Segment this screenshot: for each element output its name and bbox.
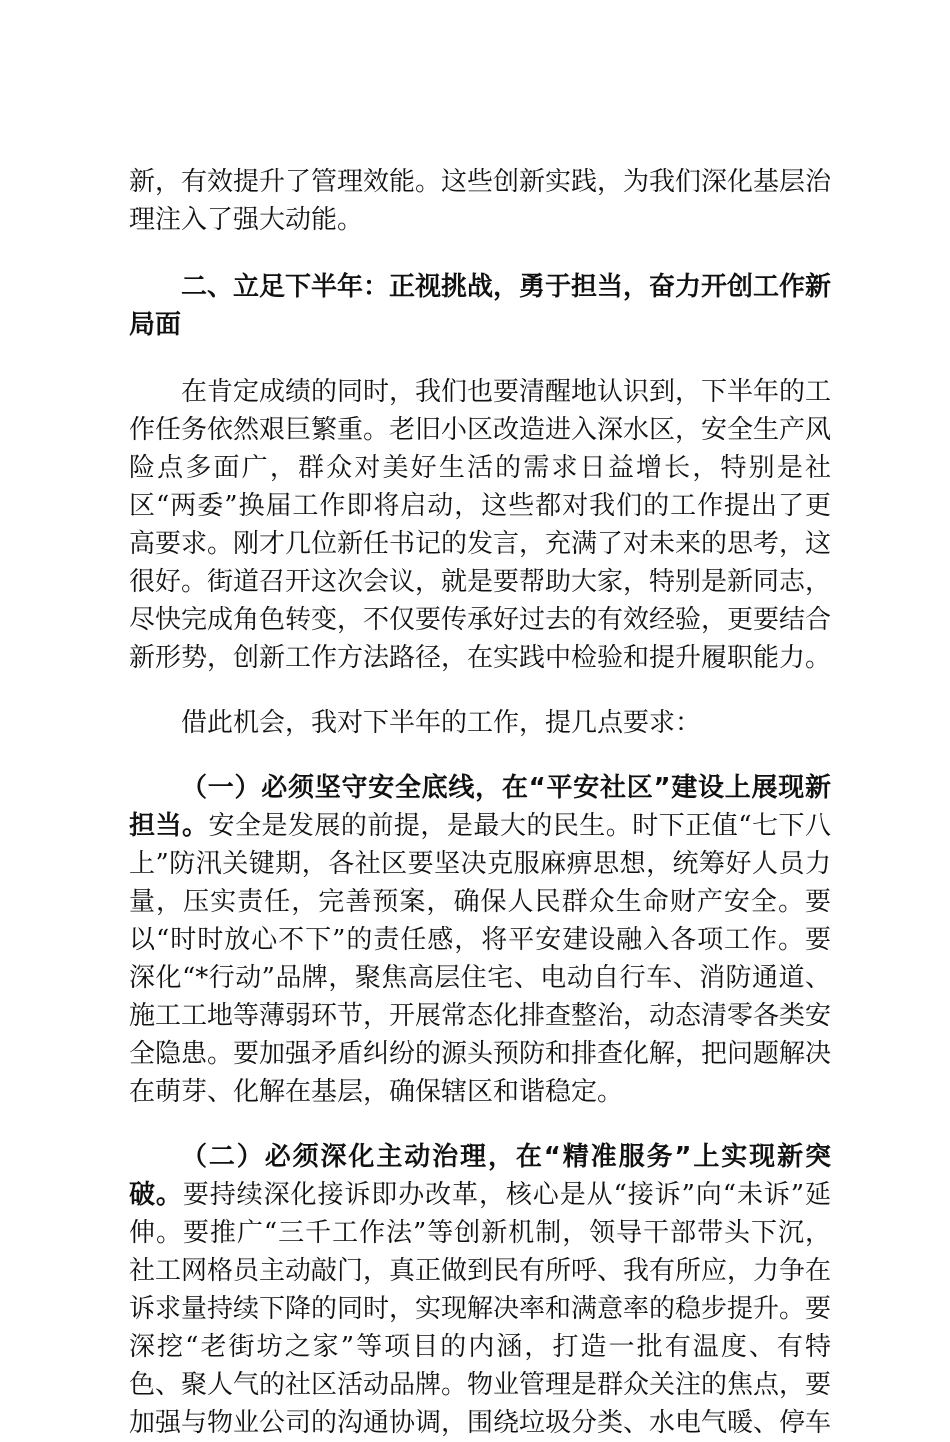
paragraph-intro: 在肯定成绩的同时，我们也要清醒地认识到，下半年的工作任务依然艰巨繁重。老旧小区改造进入深水区，安全生产风险点多面广，群众对美好生活的需求日益增长，特别是社区“两委”换届工作即将启动，这些都对我们的工作提出了更高要求。刚才几位新任书记的发言，充满了对未来的思考，这很好。街道召开这次会议，就是要帮助大家，特别是新同志，尽快完成角色转变，不仅要传承好过去的有效经验，更要结合新形势，创新工作方法路径，在实践中检验和提升履职能力。 — [129, 377, 832, 673]
section-heading: 二、立足下半年：正视挑战，勇于担当，奋力开创工作新局面 — [129, 272, 832, 340]
item-1-body: 安全是发展的前提，是最大的民生。时下正值“七下八上”防汛关键期，各社区要坚决克服麻痹思想，统筹好人员力量，压实责任，完善预案，确保人民群众生命财产安全。要以“时时放心不下”的责任感，将平安建设融入各项工作。要深化“*行动”品牌，聚焦高层住宅、电动自行车、消防通道、施工工地等薄弱环节，开展常态化排查整治，动态清零各类安全隐患。要加强矛盾纠纷的源头预防和排查化解，把问题解决在萌芽、化解在基层，确保辖区和谐稳定。 — [129, 811, 832, 1107]
paragraph-item-2 — [129, 1138, 831, 1442]
item-2-title: （二）必须深化主动治理，在“精准服务”上实现新突破。 — [129, 1142, 831, 1210]
item-1-title: （一）必须坚守安全底线，在“平安社区”建设上展现新担当。 — [129, 773, 831, 841]
paragraph-continued: 新，有效提升了管理效能。这些创新实践，为我们深化基层治理注入了强大动能。 — [129, 167, 832, 235]
paragraph-item-1 — [129, 769, 831, 1111]
paragraph-requirements: 借此机会，我对下半年的工作，提几点要求： — [181, 708, 702, 738]
document-body — [129, 163, 831, 1442]
item-2-body: 要持续深化接诉即办改革，核心是从“接诉”向“未诉”延伸。要推广“三千工作法”等创新机制，领导干部带头下沉，社工网格员主动敲门，真正做到民有所呼、我有所应，力争在诉求量持续下降的同时，实现解决率和满意率的稳步提升。要深挖“老街坊之家”等项目的内涵，打造一批有温度、有特色、聚人气的社区活动品牌。物业管理是群众关注的焦点，要加强与物业公司的沟通协调，围绕垃圾分类、水电气暖、停车 — [129, 1180, 832, 1438]
